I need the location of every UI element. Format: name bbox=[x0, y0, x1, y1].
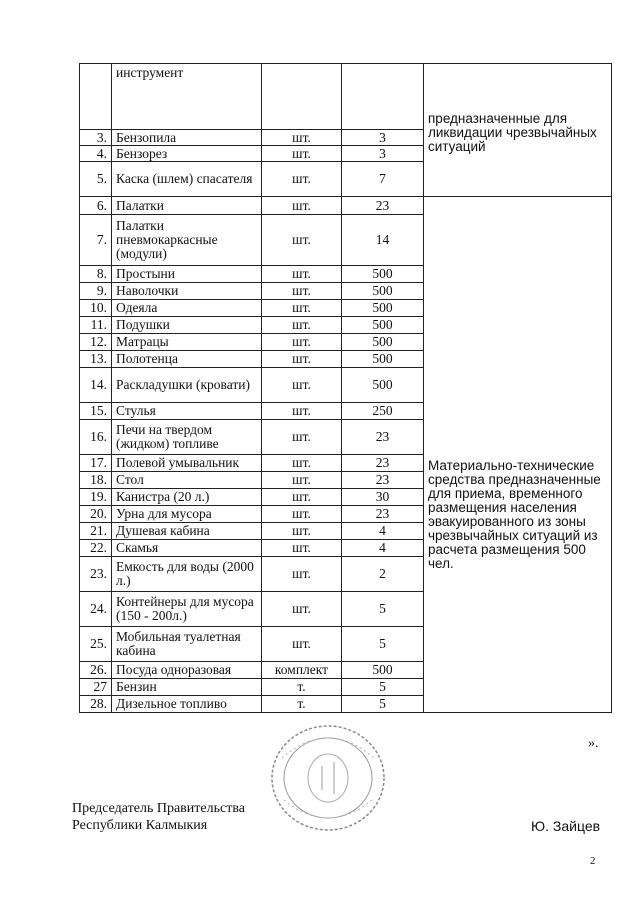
item-unit: шт. bbox=[262, 351, 342, 368]
item-qty: 4 bbox=[342, 523, 424, 540]
item-name: Бензорез bbox=[112, 146, 262, 162]
item-unit: шт. bbox=[262, 300, 342, 317]
item-qty: 3 bbox=[342, 146, 424, 162]
item-name: Дизельное топливо bbox=[112, 696, 262, 713]
item-qty: 500 bbox=[342, 334, 424, 351]
item-unit: шт. bbox=[262, 162, 342, 197]
item-unit: шт. bbox=[262, 334, 342, 351]
signatory-title bbox=[72, 800, 245, 834]
row-number: 23. bbox=[80, 557, 112, 592]
item-name: Одеяла bbox=[112, 300, 262, 317]
item-name: Бензопила bbox=[112, 130, 262, 146]
item-qty: 2 bbox=[342, 557, 424, 592]
item-qty: 30 bbox=[342, 489, 424, 506]
row-number: 14. bbox=[80, 368, 112, 403]
item-unit: шт. bbox=[262, 197, 342, 215]
row-number: 28. bbox=[80, 696, 112, 713]
item-name: Раскладушки (кровати) bbox=[112, 368, 262, 403]
item-unit: шт. bbox=[262, 592, 342, 627]
purpose-note: Материально-технические средства предназначенные для приема, временного размещения населения эвакуированного из зоны чрезвычайных ситуаций из расчета размещения 500 чел. bbox=[424, 197, 612, 713]
row-number: 7. bbox=[80, 215, 112, 266]
item-qty: 23 bbox=[342, 472, 424, 489]
item-qty: 500 bbox=[342, 368, 424, 403]
row-number: 13. bbox=[80, 351, 112, 368]
item-name: Бензин bbox=[112, 679, 262, 696]
item-qty: 14 bbox=[342, 215, 424, 266]
item-qty bbox=[342, 64, 424, 130]
item-unit: комплект bbox=[262, 662, 342, 679]
row-number: 9. bbox=[80, 283, 112, 300]
item-unit: шт. bbox=[262, 627, 342, 662]
item-name: Стол bbox=[112, 472, 262, 489]
row-number: 8. bbox=[80, 266, 112, 283]
item-name: Душевая кабина bbox=[112, 523, 262, 540]
item-qty: 23 bbox=[342, 197, 424, 215]
row-number: 21. bbox=[80, 523, 112, 540]
item-name: Полотенца bbox=[112, 351, 262, 368]
item-qty: 500 bbox=[342, 662, 424, 679]
closing-quote: ». bbox=[588, 736, 599, 751]
row-number: 3. bbox=[80, 130, 112, 146]
item-qty: 5 bbox=[342, 592, 424, 627]
item-qty: 500 bbox=[342, 300, 424, 317]
item-qty: 23 bbox=[342, 506, 424, 523]
table-row bbox=[80, 197, 612, 215]
item-qty: 500 bbox=[342, 266, 424, 283]
item-name: Урна для мусора bbox=[112, 506, 262, 523]
item-unit: шт. bbox=[262, 130, 342, 146]
item-name: Подушки bbox=[112, 317, 262, 334]
item-qty: 3 bbox=[342, 130, 424, 146]
item-unit: шт. bbox=[262, 540, 342, 557]
item-unit: шт. bbox=[262, 506, 342, 523]
item-qty: 4 bbox=[342, 540, 424, 557]
purpose-note: предназначенные для ликвидации чрезвычайных ситуаций bbox=[424, 64, 612, 197]
item-qty: 500 bbox=[342, 283, 424, 300]
item-unit bbox=[262, 64, 342, 130]
item-name: Контейнеры для мусора (150 - 200л.) bbox=[112, 592, 262, 627]
item-qty: 500 bbox=[342, 351, 424, 368]
item-unit: шт. bbox=[262, 215, 342, 266]
item-unit: шт. bbox=[262, 455, 342, 472]
row-number: 15. bbox=[80, 403, 112, 420]
item-name: Каска (шлем) спасателя bbox=[112, 162, 262, 197]
item-unit: шт. bbox=[262, 557, 342, 592]
row-number: 17. bbox=[80, 455, 112, 472]
item-unit: шт. bbox=[262, 472, 342, 489]
row-number: 27 bbox=[80, 679, 112, 696]
item-unit: т. bbox=[262, 679, 342, 696]
item-name: Скамья bbox=[112, 540, 262, 557]
item-unit: шт. bbox=[262, 523, 342, 540]
page-number: 2 bbox=[590, 855, 596, 867]
item-qty: 5 bbox=[342, 696, 424, 713]
item-qty: 250 bbox=[342, 403, 424, 420]
item-unit: т. bbox=[262, 696, 342, 713]
item-name: Матрацы bbox=[112, 334, 262, 351]
item-name: Мобильная туалетная кабина bbox=[112, 627, 262, 662]
row-number: 22. bbox=[80, 540, 112, 557]
item-name: Посуда одноразовая bbox=[112, 662, 262, 679]
item-name: Простыни bbox=[112, 266, 262, 283]
item-name: Печи на твердом (жидком) топливе bbox=[112, 420, 262, 455]
item-name: инструмент bbox=[112, 64, 262, 130]
item-qty: 23 bbox=[342, 455, 424, 472]
item-qty: 23 bbox=[342, 420, 424, 455]
row-number: 18. bbox=[80, 472, 112, 489]
row-number: 10. bbox=[80, 300, 112, 317]
item-unit: шт. bbox=[262, 420, 342, 455]
row-number: 12. bbox=[80, 334, 112, 351]
signatory-name: Ю. Зайцев bbox=[531, 818, 601, 834]
item-name: Полевой умывальник bbox=[112, 455, 262, 472]
row-number: 25. bbox=[80, 627, 112, 662]
row-number: 11. bbox=[80, 317, 112, 334]
item-name: Палатки bbox=[112, 197, 262, 215]
item-qty: 500 bbox=[342, 317, 424, 334]
row-number: 26. bbox=[80, 662, 112, 679]
row-number: 20. bbox=[80, 506, 112, 523]
item-unit: шт. bbox=[262, 317, 342, 334]
item-qty: 5 bbox=[342, 679, 424, 696]
item-unit: шт. bbox=[262, 146, 342, 162]
row-number: 16. bbox=[80, 420, 112, 455]
table-row bbox=[80, 64, 612, 130]
row-number: 5. bbox=[80, 162, 112, 197]
item-unit: шт. bbox=[262, 368, 342, 403]
item-name: Стулья bbox=[112, 403, 262, 420]
item-unit: шт. bbox=[262, 283, 342, 300]
item-name: Наволочки bbox=[112, 283, 262, 300]
row-number: 6. bbox=[80, 197, 112, 215]
item-unit: шт. bbox=[262, 403, 342, 420]
resources-table bbox=[79, 63, 612, 713]
item-name: Канистра (20 л.) bbox=[112, 489, 262, 506]
item-name: Палатки пневмокаркасные (модули) bbox=[112, 215, 262, 266]
item-unit: шт. bbox=[262, 489, 342, 506]
item-qty: 5 bbox=[342, 627, 424, 662]
item-qty: 7 bbox=[342, 162, 424, 197]
row-number: 4. bbox=[80, 146, 112, 162]
row-number bbox=[80, 64, 112, 130]
row-number: 24. bbox=[80, 592, 112, 627]
official-seal bbox=[262, 718, 392, 838]
item-name: Емкость для воды (2000 л.) bbox=[112, 557, 262, 592]
row-number: 19. bbox=[80, 489, 112, 506]
signatory-title-line2: Республики Калмыкия bbox=[72, 818, 208, 833]
item-unit: шт. bbox=[262, 266, 342, 283]
signatory-title-line1: Председатель Правительства bbox=[72, 801, 245, 816]
